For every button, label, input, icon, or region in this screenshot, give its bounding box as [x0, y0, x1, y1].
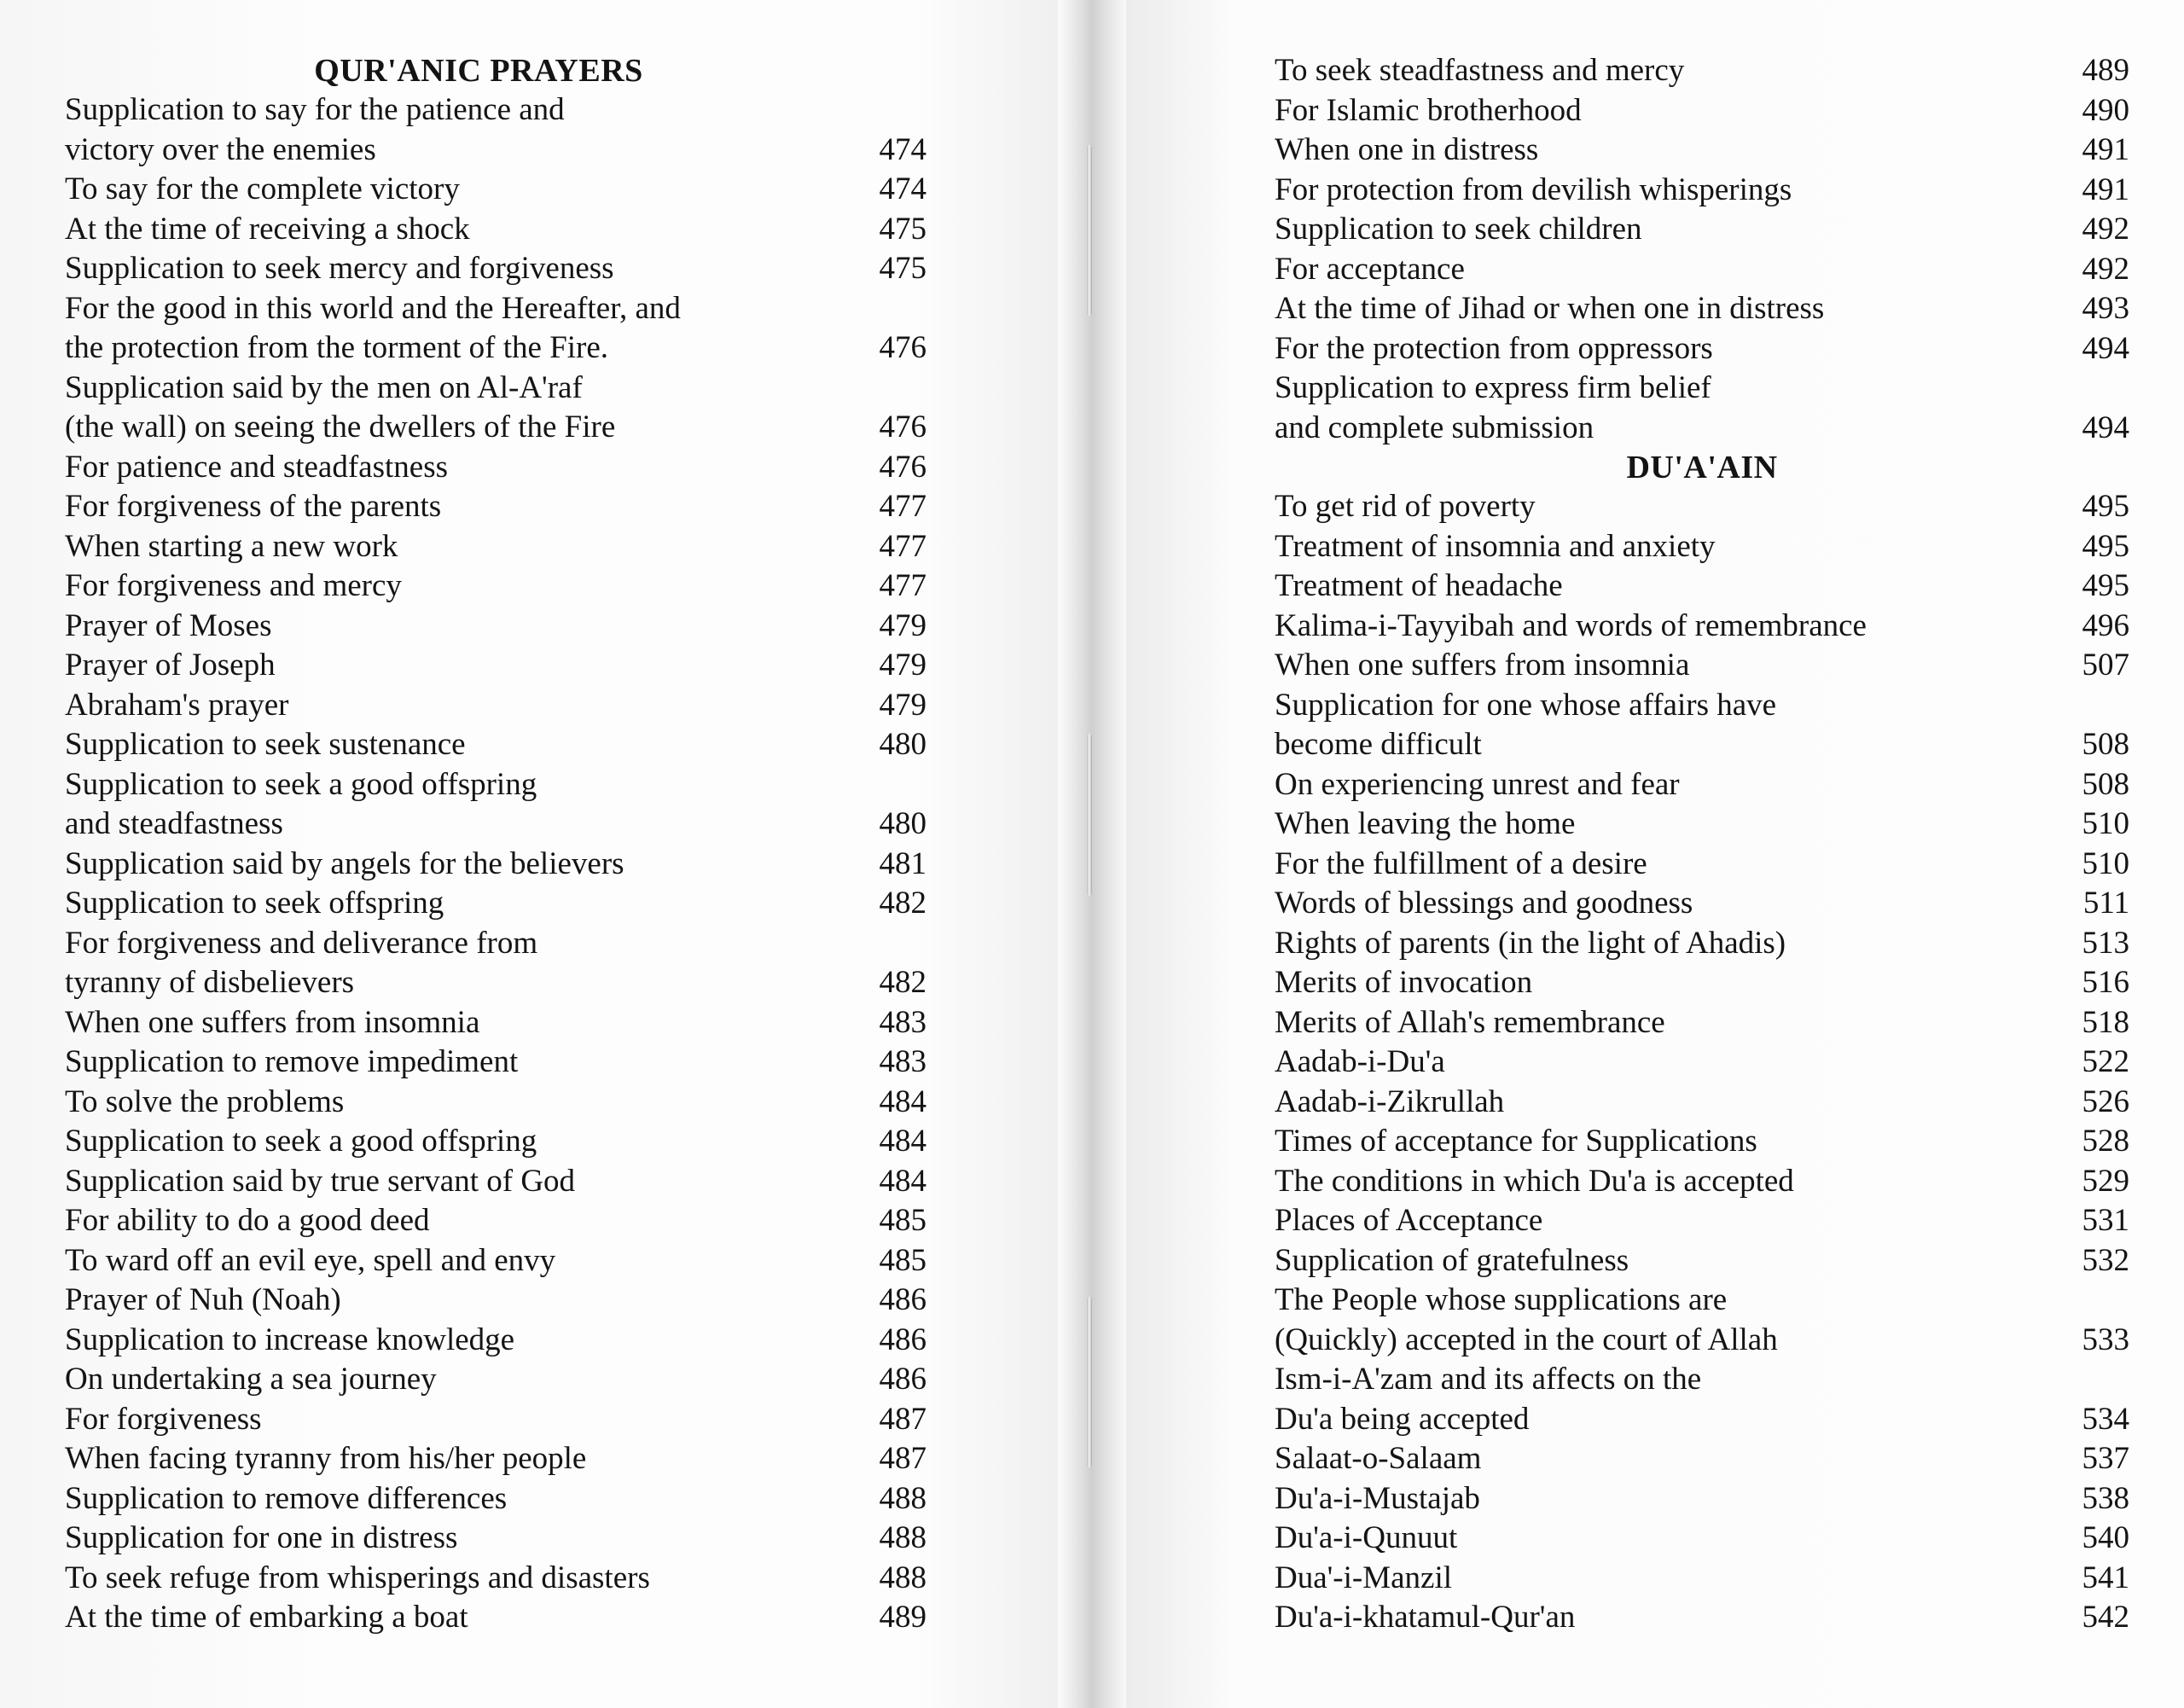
- entry-title: Supplication to seek offspring: [65, 886, 444, 921]
- entry-page-number: 526: [2082, 1083, 2129, 1119]
- contents-entry: [65, 646, 926, 686]
- binding-stitch: [1087, 1297, 1092, 1467]
- contents-entry: [65, 1439, 926, 1479]
- entry-title: Prayer of Nuh (Noah): [65, 1282, 341, 1317]
- entry-page-number: 492: [2082, 251, 2129, 287]
- contents-entry: [1275, 289, 2129, 329]
- entry-page-number: 475: [879, 251, 926, 286]
- entry-page-number: 508: [2082, 727, 2129, 762]
- right-contents-list-bottom: [1275, 487, 2129, 1638]
- entry-page-number: 492: [2082, 212, 2129, 247]
- entry-page-number: 475: [879, 211, 926, 247]
- contents-entry: [65, 1201, 926, 1241]
- entry-page-number: 537: [2082, 1441, 2129, 1476]
- contents-entry: [65, 487, 926, 527]
- entry-page-number: 508: [2082, 766, 2129, 802]
- entry-page-number: 538: [2082, 1480, 2129, 1516]
- entry-page-number: 480: [879, 806, 926, 841]
- contents-entry: [65, 328, 926, 369]
- entry-page-number: 518: [2082, 1004, 2129, 1040]
- entry-title: Supplication to remove impediment: [65, 1044, 519, 1079]
- entry-page-number: 496: [2082, 607, 2129, 643]
- contents-entry: [1275, 1043, 2129, 1083]
- contents-entry: [65, 369, 926, 409]
- entry-title: To ward off an evil eye, spell and envy: [65, 1242, 556, 1278]
- binding-stitch: [1087, 145, 1092, 316]
- entry-title: Du'a-i-Qunuut: [1275, 1520, 1458, 1555]
- contents-entry: [1275, 686, 2129, 726]
- entry-title: At the time of Jihad or when one in distress: [1275, 291, 1825, 326]
- entry-title: To get rid of poverty: [1275, 489, 1536, 524]
- entry-title: Supplication for one whose affairs have: [1275, 687, 1777, 723]
- entry-title: Supplication of gratefulness: [1275, 1242, 1629, 1278]
- entry-title: the protection from the torment of the Fire.: [65, 330, 609, 365]
- contents-entry: [65, 1241, 926, 1281]
- entry-page-number: 482: [879, 965, 926, 1000]
- entry-page-number: 516: [2082, 965, 2129, 1000]
- contents-entry: [65, 1321, 926, 1361]
- contents-entry: [65, 249, 926, 289]
- contents-entry: [65, 1281, 926, 1321]
- contents-entry: [65, 448, 926, 488]
- entry-page-number: 487: [879, 1441, 926, 1476]
- entry-title: Abraham's prayer: [65, 687, 289, 723]
- entry-title: Supplication to seek sustenance: [65, 727, 466, 762]
- entry-page-number: 474: [879, 171, 926, 206]
- contents-entry: [1275, 765, 2129, 805]
- entry-title: At the time of embarking a boat: [65, 1600, 468, 1635]
- contents-entry: [65, 1400, 926, 1440]
- contents-entry: [1275, 51, 2129, 91]
- entry-title: To seek refuge from whisperings and disasters: [65, 1560, 650, 1595]
- contents-entry: [1275, 329, 2129, 369]
- contents-entry: [1275, 1321, 2129, 1361]
- entry-page-number: 479: [879, 648, 926, 683]
- entry-title: To seek steadfastness and mercy: [1275, 53, 1685, 88]
- entry-page-number: 485: [879, 1242, 926, 1278]
- entry-title: Du'a-i-Mustajab: [1275, 1480, 1480, 1516]
- entry-title: For forgiveness: [65, 1401, 262, 1437]
- entry-title: Supplication to seek children: [1275, 212, 1642, 247]
- entry-title: Salaat-o-Salaam: [1275, 1441, 1482, 1476]
- entry-title: When one in distress: [1275, 132, 1539, 167]
- entry-title: and steadfastness: [65, 806, 283, 841]
- entry-title: For the protection from oppressors: [1275, 330, 1713, 366]
- contents-entry: [65, 963, 926, 1003]
- contents-entry: [1275, 1439, 2129, 1479]
- entry-page-number: 484: [879, 1163, 926, 1199]
- entry-page-number: 495: [2082, 528, 2129, 564]
- binding-stitch: [1087, 734, 1092, 896]
- entry-title: Du'a-i-khatamul-Qur'an: [1275, 1600, 1576, 1635]
- right-contents-list-top: [1275, 51, 2129, 448]
- entry-page-number: 507: [2082, 648, 2129, 683]
- entry-page-number: 493: [2082, 291, 2129, 326]
- entry-page-number: 488: [879, 1480, 926, 1516]
- entry-page-number: 476: [879, 449, 926, 485]
- contents-entry: [1275, 1003, 2129, 1043]
- contents-entry: [65, 527, 926, 567]
- entry-page-number: 488: [879, 1560, 926, 1595]
- entry-title: On experiencing unrest and fear: [1275, 766, 1680, 802]
- entry-page-number: 542: [2082, 1600, 2129, 1635]
- entry-title: Words of blessings and goodness: [1275, 886, 1693, 921]
- entry-title: Supplication to seek a good offspring: [65, 1124, 537, 1159]
- contents-entry: [1275, 963, 2129, 1003]
- entry-title: Kalima-i-Tayyibah and words of remembrance: [1275, 607, 1867, 643]
- entry-page-number: 480: [879, 727, 926, 762]
- left-contents-column: [65, 51, 926, 1638]
- contents-entry: [65, 1003, 926, 1043]
- entry-page-number: 486: [879, 1362, 926, 1397]
- contents-entry: [1275, 1400, 2129, 1440]
- entry-page-number: 477: [879, 489, 926, 524]
- entry-page-number: 494: [2082, 330, 2129, 366]
- contents-entry: [65, 725, 926, 765]
- entry-page-number: 484: [879, 1124, 926, 1159]
- contents-entry: [65, 566, 926, 607]
- contents-entry: [65, 289, 926, 329]
- entry-title: At the time of receiving a shock: [65, 211, 470, 247]
- entry-page-number: 482: [879, 886, 926, 921]
- entry-page-number: 488: [879, 1520, 926, 1555]
- contents-entry: [1275, 171, 2129, 211]
- contents-entry: [1275, 210, 2129, 250]
- contents-entry: [1275, 1162, 2129, 1202]
- entry-page-number: 476: [879, 410, 926, 444]
- entry-title: For the fulfillment of a desire: [1275, 845, 1647, 881]
- contents-entry: [65, 1479, 926, 1519]
- contents-entry: [65, 131, 926, 171]
- entry-title: When one suffers from insomnia: [65, 1004, 480, 1040]
- entry-title: Supplication to seek mercy and forgiveness: [65, 251, 614, 286]
- entry-page-number: 491: [2082, 171, 2129, 207]
- entry-page-number: 487: [879, 1401, 926, 1437]
- entry-title: victory over the enemies: [65, 131, 376, 167]
- contents-entry: [65, 805, 926, 845]
- contents-entry: [65, 90, 926, 131]
- entry-page-number: 510: [2082, 806, 2129, 841]
- entry-title: Supplication to increase knowledge: [65, 1322, 515, 1357]
- entry-page-number: 494: [2082, 410, 2129, 445]
- contents-entry: [1275, 607, 2129, 647]
- entry-page-number: 495: [2082, 489, 2129, 524]
- entry-page-number: 495: [2082, 568, 2129, 603]
- entry-title: Supplication said by the men on Al-A'raf: [65, 369, 583, 405]
- contents-entry: [65, 765, 926, 805]
- entry-title: Treatment of headache: [1275, 568, 1563, 603]
- entry-title: Dua'-i-Manzil: [1275, 1560, 1453, 1595]
- contents-entry: [1275, 131, 2129, 171]
- contents-entry: [65, 924, 926, 964]
- entry-title: The conditions in which Du'a is accepted: [1275, 1163, 1794, 1199]
- contents-entry: [1275, 646, 2129, 686]
- entry-page-number: 534: [2082, 1401, 2129, 1437]
- entry-page-number: 510: [2082, 845, 2129, 881]
- contents-entry: [65, 210, 926, 250]
- contents-entry: [65, 1122, 926, 1162]
- entry-page-number: 479: [879, 607, 926, 643]
- entry-title: Du'a being accepted: [1275, 1401, 1530, 1437]
- entry-title: For the good in this world and the Hereafter, and: [65, 290, 681, 326]
- contents-entry: [1275, 1598, 2129, 1638]
- entry-title: To solve the problems: [65, 1083, 345, 1119]
- entry-title: Ism-i-A'zam and its affects on the: [1275, 1362, 1702, 1397]
- contents-entry: [65, 408, 926, 448]
- entry-title: Supplication said by angels for the believers: [65, 845, 624, 881]
- contents-entry: [1275, 845, 2129, 885]
- contents-entry: [1275, 566, 2129, 607]
- entry-title: For patience and steadfastness: [65, 449, 448, 485]
- entry-page-number: 483: [879, 1004, 926, 1040]
- contents-entry: [65, 1598, 926, 1638]
- entry-title: Supplication for one in distress: [65, 1520, 458, 1555]
- contents-entry: [1275, 409, 2129, 449]
- contents-entry: [65, 1162, 926, 1202]
- entry-title: Prayer of Joseph: [65, 648, 276, 683]
- entry-title: For forgiveness and mercy: [65, 568, 402, 603]
- entry-title: Supplication to seek a good offspring: [65, 766, 537, 802]
- entry-page-number: 490: [2082, 92, 2129, 128]
- entry-title: Supplication said by true servant of God: [65, 1163, 576, 1199]
- contents-entry: [1275, 1519, 2129, 1559]
- entry-title: For Islamic brotherhood: [1275, 92, 1582, 128]
- entry-page-number: 489: [2082, 53, 2129, 88]
- entry-page-number: 532: [2082, 1242, 2129, 1278]
- entry-title: (the wall) on seeing the dwellers of the Fire: [65, 410, 616, 444]
- entry-page-number: 511: [2082, 886, 2129, 921]
- contents-entry: [1275, 91, 2129, 131]
- contents-entry: [1275, 487, 2129, 527]
- entry-title: The People whose supplications are: [1275, 1282, 1728, 1317]
- entry-page-number: 477: [879, 528, 926, 564]
- entry-page-number: 481: [879, 845, 926, 881]
- entry-page-number: 513: [2082, 925, 2129, 961]
- contents-entry: [1275, 1479, 2129, 1519]
- entry-title: become difficult: [1275, 727, 1482, 762]
- contents-entry: [65, 1519, 926, 1559]
- section-heading-duaain: DU'A'AIN: [1626, 450, 1778, 485]
- entry-title: tyranny of disbelievers: [65, 965, 355, 1000]
- entry-title: To say for the complete victory: [65, 171, 460, 206]
- entry-page-number: 491: [2082, 132, 2129, 167]
- entry-title: For forgiveness and deliverance from: [65, 925, 538, 961]
- entry-page-number: 533: [2082, 1322, 2129, 1357]
- entry-title: Supplication to express firm belief: [1275, 370, 1711, 405]
- contents-entry: [65, 170, 926, 210]
- entry-page-number: 474: [879, 131, 926, 167]
- entry-page-number: 479: [879, 687, 926, 723]
- entry-page-number: 486: [879, 1282, 926, 1317]
- contents-entry: [1275, 250, 2129, 290]
- entry-title: and complete submission: [1275, 410, 1594, 445]
- section-heading-quranic-prayers: QUR'ANIC PRAYERS: [314, 53, 643, 89]
- contents-entry: [1275, 1281, 2129, 1321]
- contents-entry: [65, 884, 926, 924]
- entry-title: Merits of invocation: [1275, 965, 1533, 1000]
- entry-title: For protection from devilish whisperings: [1275, 171, 1792, 207]
- entry-title: Supplication to say for the patience and: [65, 92, 565, 127]
- contents-entry: [65, 1083, 926, 1123]
- contents-entry: [65, 1043, 926, 1083]
- entry-page-number: 522: [2082, 1044, 2129, 1079]
- contents-entry: [65, 1360, 926, 1400]
- entry-title: Times of acceptance for Supplications: [1275, 1124, 1757, 1159]
- contents-entry: [1275, 805, 2129, 845]
- entry-title: Prayer of Moses: [65, 607, 272, 643]
- book-gutter: [1058, 0, 1126, 1708]
- contents-entry: [65, 845, 926, 885]
- entry-page-number: 540: [2082, 1520, 2129, 1555]
- contents-entry: [1275, 1083, 2129, 1123]
- entry-page-number: 485: [879, 1203, 926, 1238]
- right-contents-column: [1275, 51, 2129, 1638]
- left-contents-list: [65, 90, 926, 1638]
- contents-entry: [1275, 725, 2129, 765]
- contents-entry: [1275, 1559, 2129, 1599]
- contents-entry: [1275, 1241, 2129, 1281]
- entry-title: On undertaking a sea journey: [65, 1362, 437, 1397]
- entry-title: Merits of Allah's remembrance: [1275, 1004, 1665, 1040]
- entry-page-number: 528: [2082, 1124, 2129, 1159]
- contents-entry: [1275, 1122, 2129, 1162]
- contents-entry: [65, 1559, 926, 1599]
- entry-title: Aadab-i-Zikrullah: [1275, 1083, 1505, 1119]
- entry-page-number: 529: [2082, 1163, 2129, 1199]
- entry-title: For forgiveness of the parents: [65, 489, 442, 524]
- contents-entry: [1275, 1360, 2129, 1400]
- entry-title: When facing tyranny from his/her people: [65, 1441, 587, 1476]
- entry-title: For ability to do a good deed: [65, 1203, 430, 1238]
- entry-page-number: 531: [2082, 1203, 2129, 1238]
- contents-entry: [1275, 884, 2129, 924]
- entry-title: When one suffers from insomnia: [1275, 648, 1690, 683]
- entry-title: Aadab-i-Du'a: [1275, 1044, 1445, 1079]
- entry-title: Supplication to remove differences: [65, 1480, 508, 1516]
- entry-page-number: 489: [879, 1600, 926, 1635]
- entry-title: When leaving the home: [1275, 806, 1576, 841]
- contents-entry: [1275, 924, 2129, 964]
- contents-entry: [65, 607, 926, 647]
- contents-entry: [1275, 527, 2129, 567]
- entry-title: (Quickly) accepted in the court of Allah: [1275, 1322, 1778, 1357]
- entry-title: Rights of parents (in the light of Ahadis): [1275, 925, 1786, 961]
- entry-title: Treatment of insomnia and anxiety: [1275, 528, 1716, 564]
- entry-page-number: 486: [879, 1322, 926, 1357]
- entry-page-number: 483: [879, 1044, 926, 1079]
- entry-title: For acceptance: [1275, 251, 1465, 287]
- entry-title: When starting a new work: [65, 528, 398, 564]
- contents-entry: [65, 686, 926, 726]
- entry-page-number: 484: [879, 1083, 926, 1119]
- entry-title: Places of Acceptance: [1275, 1203, 1543, 1238]
- contents-entry: [1275, 1201, 2129, 1241]
- contents-entry: [1275, 369, 2129, 409]
- entry-page-number: 476: [879, 330, 926, 365]
- entry-page-number: 477: [879, 568, 926, 603]
- entry-page-number: 541: [2082, 1560, 2129, 1595]
